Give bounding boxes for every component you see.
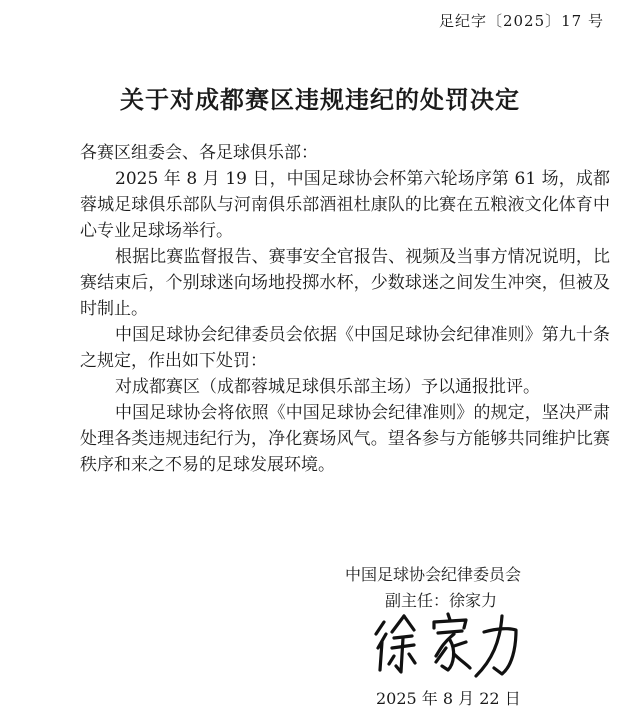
paragraph-basis: 中国足球协会纪律委员会依据《中国足球协会纪律准则》第九十条之规定，作出如下处罚： xyxy=(80,325,610,371)
signing-organization: 中国足球协会纪律委员会 xyxy=(345,565,522,584)
signature-block xyxy=(345,562,585,614)
document-body xyxy=(80,140,610,478)
doc-number: 足纪字〔2025〕17 号 xyxy=(438,12,604,30)
paragraph-match-info: 2025 年 8 月 19 日，中国足球协会杯第六轮场序第 61 场，成都蓉城足球俱乐部队与河南俱乐部酒祖杜康队的比赛在五粮液文化体育中心专业足球场举行。 xyxy=(80,169,610,241)
paragraph-closing: 中国足球协会将依照《中国足球协会纪律准则》的规定，坚决严肃处理各类违规违纪行为，净化赛场风气。望各参与方能够共同维护比赛秩序和来之不易的足球发展环境。 xyxy=(80,403,610,475)
paragraph-penalty: 对成都赛区（成都蓉城足球俱乐部主场）予以通报批评。 xyxy=(115,377,540,397)
signing-date: 2025 年 8 月 22 日 xyxy=(376,689,521,708)
handwritten-signature xyxy=(370,608,530,682)
signer-title: 副主任：徐家力 xyxy=(385,591,498,610)
salutation: 各赛区组委会、各足球俱乐部： xyxy=(80,143,318,163)
document-title: 关于对成都赛区违规违纪的处罚决定 xyxy=(120,85,520,114)
paragraph-incident: 根据比赛监督报告、赛事安全官报告、视频及当事方情况说明，比赛结束后，个别球迷向场地投掷水杯，少数球迷之间发生冲突，但被及时制止。 xyxy=(80,247,610,319)
